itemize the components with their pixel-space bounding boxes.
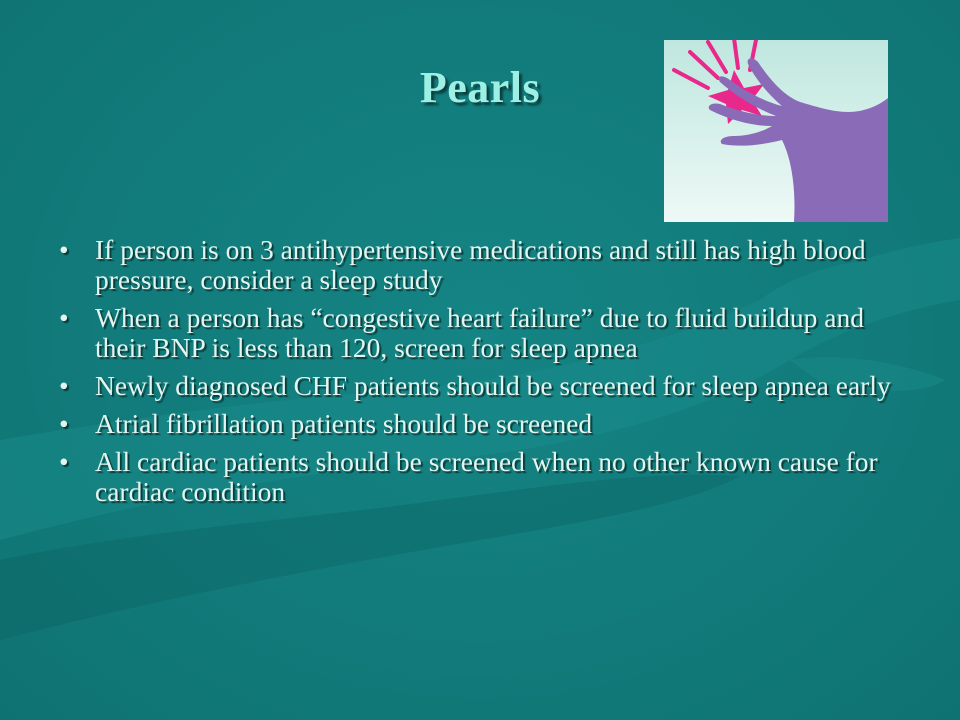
bullet-item — [56, 235, 906, 295]
slide-title: Pearls — [419, 63, 541, 112]
bullet-text: All cardiac patients should be screened when no other known cause for cardiac condition — [95, 446, 878, 507]
bullet-item — [56, 303, 906, 363]
bullet-marker: • — [59, 302, 69, 333]
bullet-marker: • — [59, 234, 69, 265]
bullet-marker: • — [59, 408, 69, 439]
bullet-text: If person is on 3 antihypertensive medications and still has high blood pressure, consider a sleep study — [95, 234, 866, 295]
bullet-marker: • — [59, 370, 69, 401]
bullet-item — [56, 371, 906, 401]
bullet-marker: • — [59, 446, 69, 477]
bullet-item — [56, 409, 906, 439]
bullet-text: Atrial fibrillation patients should be screened — [95, 408, 593, 439]
bullet-text: When a person has “congestive heart failure” due to fluid buildup and their BNP is less than 120, screen for sleep apnea — [95, 302, 864, 363]
bullet-list — [56, 235, 906, 515]
bullet-item — [56, 447, 906, 507]
bullet-text: Newly diagnosed CHF patients should be screened for sleep apnea early — [95, 370, 891, 401]
